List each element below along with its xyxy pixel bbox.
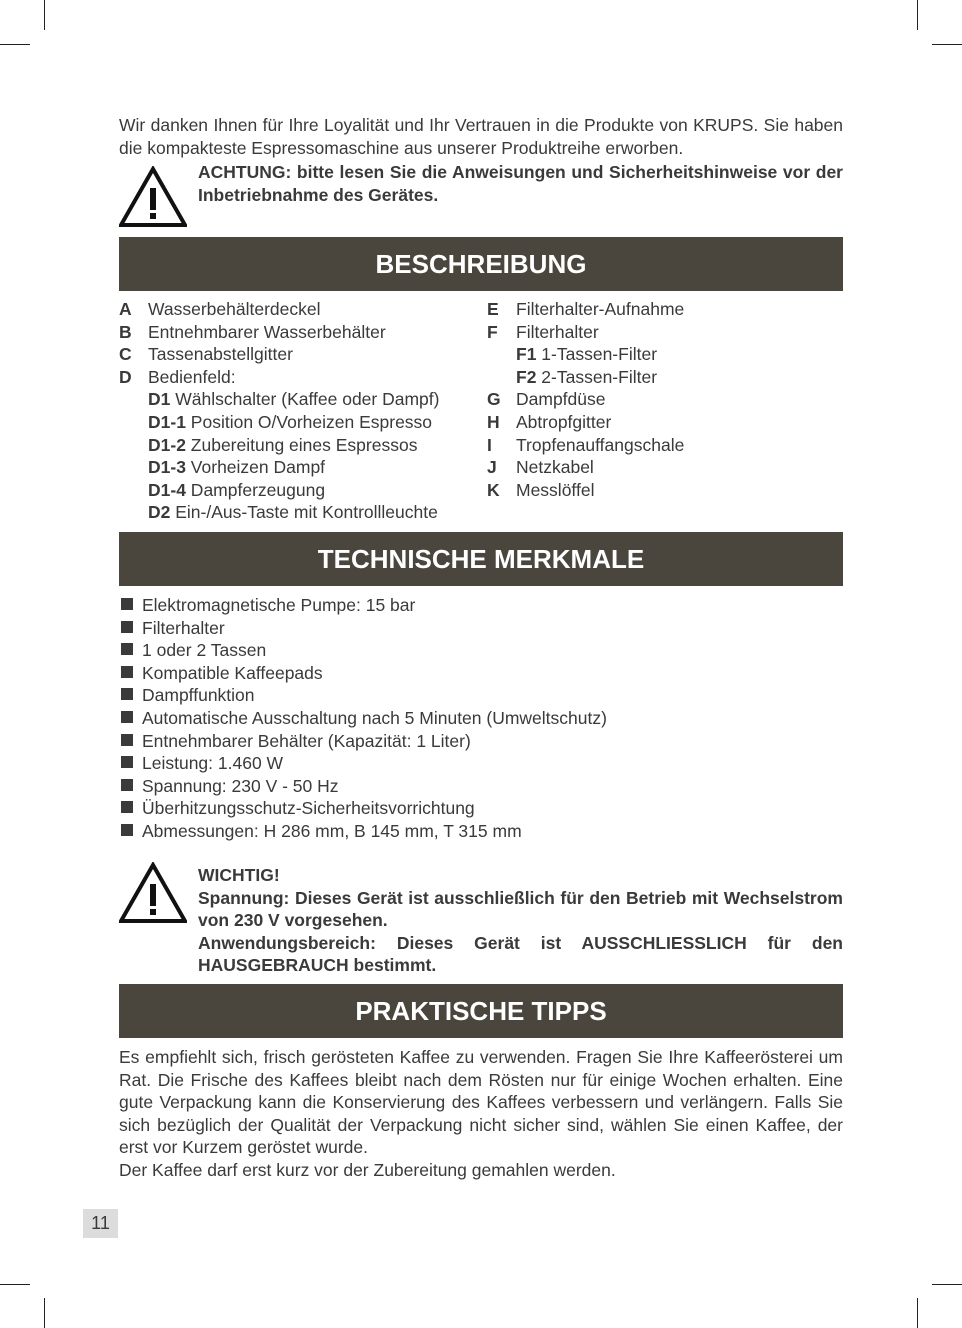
- list-item: F Filterhalter: [487, 321, 599, 342]
- bullet-square-icon: [121, 734, 133, 746]
- beschreibung-right-column: [487, 298, 843, 501]
- list-item: C Tassenabstellgitter: [119, 344, 293, 365]
- sub-list-item: D1 Wählschalter (Kaffee oder Dampf): [148, 389, 440, 410]
- section-header-praktische-tipps: PRAKTISCHE TIPPS: [119, 984, 843, 1038]
- bullet-square-icon: [121, 666, 133, 678]
- page-number: 11: [83, 1209, 118, 1238]
- list-item: G Dampfdüse: [487, 389, 606, 410]
- crop-mark: [917, 1298, 918, 1328]
- list-item: B Entnehmbarer Wasserbehälter: [119, 321, 386, 342]
- bullet-square-icon: [121, 779, 133, 791]
- crop-mark: [932, 44, 962, 45]
- warning-triangle-icon: [119, 862, 187, 924]
- intro-paragraph: Wir danken Ihnen für Ihre Loyalität und Ihr Vertrauen in die Produkte von KRUPS. Sie haben die kompakteste Espressomaschine aus unserer Produktreihe erworben.: [119, 115, 843, 158]
- warning-text: ACHTUNG: bitte lesen Sie die Anweisungen und Sicherheitshinweise vor der Inbetriebnahme des Gerätes.: [198, 162, 843, 205]
- tips-paragraph: Es empfiehlt sich, frisch gerösteten Kaffee zu verwenden. Fragen Sie Ihre Kaffeerösterei um Rat. Die Frische des Kaffees bleibt nach dem Rösten nur für einige Wochen erhalten. Eine gute Verpackung kann die Konservierung des Kaffees verbessern und verlängern. Falls Sie sich bezüglich der Qualität der Verpackung nicht sicher sind, wählen Sie einen Kaffee, der erst vor Kurzem geröstet wurde.: [119, 1047, 843, 1158]
- warning-triangle-icon: [119, 166, 187, 228]
- sub-list-item: D2 Ein-/Aus-Taste mit Kontrollleuchte: [148, 502, 438, 523]
- list-item: J Netzkabel: [487, 457, 594, 478]
- sub-list-item: D1-4 Dampferzeugung: [148, 479, 326, 500]
- crop-mark: [44, 0, 45, 30]
- important-warning-text: [198, 864, 843, 977]
- crop-mark: [917, 0, 918, 30]
- list-item: D Bedienfeld:: [119, 366, 236, 387]
- section-header-beschreibung: BESCHREIBUNG: [119, 237, 843, 291]
- tips-paragraph: Der Kaffee darf erst kurz vor der Zubereitung gemahlen werden.: [119, 1159, 616, 1180]
- section-header-technische-merkmale: TECHNISCHE MERKMALE: [119, 532, 843, 586]
- list-item: K Messlöffel: [487, 479, 595, 500]
- sub-list-item: F2 2-Tassen-Filter: [516, 366, 658, 387]
- tips-text: [119, 1046, 843, 1182]
- bullet-square-icon: [121, 688, 133, 700]
- usage-warning: Anwendungsbereich: Dieses Gerät ist AUSSCHLIESSLICH für den HAUSGEBRAUCH bestimmt.: [198, 932, 843, 976]
- crop-mark: [0, 1284, 30, 1285]
- list-item: E Filterhalter-Aufnahme: [487, 299, 685, 319]
- bullet-square-icon: [121, 711, 133, 723]
- important-warning-block: [119, 862, 843, 978]
- crop-mark: [932, 1284, 962, 1285]
- bullet-square-icon: [121, 621, 133, 633]
- sub-list-item: D1-1 Position O/Vorheizen Espresso: [148, 411, 433, 432]
- bullet-square-icon: [121, 598, 133, 610]
- important-title: WICHTIG!: [198, 865, 280, 885]
- sub-list-item: F1 1-Tassen-Filter: [516, 344, 658, 365]
- bullet-square-icon: [121, 801, 133, 813]
- warning-block: [119, 164, 843, 230]
- sub-list-item: D1-2 Zubereitung eines Espressos: [148, 434, 418, 455]
- list-item: A Wasserbehälterdeckel: [119, 299, 321, 319]
- list-item: H Abtropfgitter: [487, 411, 612, 432]
- crop-mark: [0, 44, 30, 45]
- voltage-warning: Spannung: Dieses Gerät ist ausschließlich für den Betrieb mit Wechselstrom von 230 V vorgesehen.: [198, 887, 843, 931]
- list-item: I Tropfenauffangschale: [487, 434, 685, 455]
- crop-mark: [44, 1298, 45, 1328]
- beschreibung-left-column: [119, 298, 479, 524]
- bullet-square-icon: [121, 643, 133, 655]
- bullet-square-icon: [121, 756, 133, 768]
- sub-list-item: D1-3 Vorheizen Dampf: [148, 457, 326, 478]
- bullet-square-icon: [121, 824, 133, 836]
